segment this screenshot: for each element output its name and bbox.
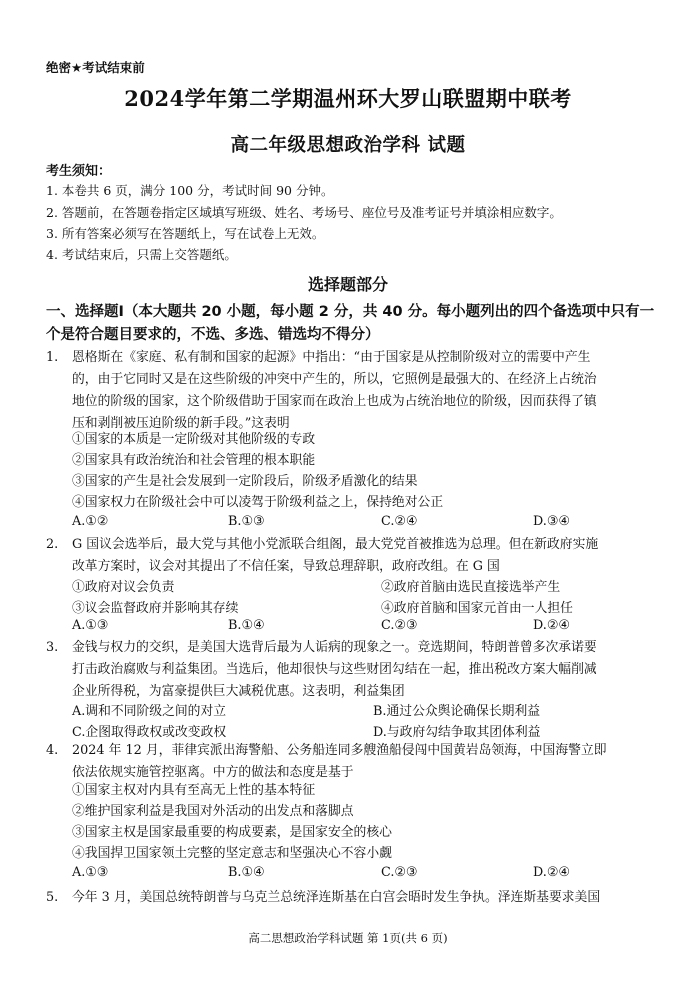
question-stem-line: 打击政治腐败与利益集团。当选后，他却很快与这些财团勾结在一起，推出税改方案大幅削减 <box>72 662 597 677</box>
question-stem-line: 2024 年 12 月，菲律宾派出海警船、公务船连同多艘渔船侵闯中国黄岩岛领海，中国海警立即 <box>72 743 607 758</box>
option-c: C.②③ <box>381 865 418 880</box>
question-number: 4. <box>46 743 59 758</box>
notice-heading: 考生须知： <box>46 164 112 179</box>
notice-item: 1. 本卷共 6 页，满分 100 分，考试时间 90 分钟。 <box>46 183 334 198</box>
notice-item: 3. 所有答案必须写在答题纸上，写在试卷上无效。 <box>46 226 325 241</box>
question-number: 1. <box>46 350 59 365</box>
statement-item: ②政府首脑由选民直接选举产生 <box>381 580 561 595</box>
statement-item: ①政府对议会负责 <box>72 580 175 595</box>
question-stem-line: 依法依规实施管控驱离。中方的做法和态度是基于 <box>72 765 354 780</box>
option-c: C.②③ <box>381 618 418 633</box>
option-d: D.②④ <box>533 865 570 880</box>
question-number: 2. <box>46 537 59 552</box>
question-number: 3. <box>46 640 59 655</box>
question-stem-line: 金钱与权力的交织，是美国大选背后最为人诟病的现象之一。竞选期间，特朗普曾多次承诺要 <box>72 640 597 655</box>
secret-label: 绝密★考试结束前 <box>46 60 145 75</box>
question-stem-line: 恩格斯在《家庭、私有制和国家的起源》中指出：“由于国家是从控制阶级对立的需要中产生 <box>72 350 591 365</box>
question-stem-line: 今年 3 月，美国总统特朗普与乌克兰总统泽连斯基在白宫会晤时发生争执。泽连斯基要求美国 <box>72 890 601 905</box>
section-title: 选择题部分 <box>307 275 388 294</box>
option-b: B.①③ <box>228 514 265 529</box>
statement-item: ③国家的产生是社会发展到一定阶段后，阶级矛盾激化的结果 <box>72 474 418 489</box>
question-stem-line: 企业所得税，为富豪提供巨大减税优惠。这表明，利益集团 <box>72 684 405 699</box>
option-a: A.①② <box>72 514 109 529</box>
option-b: B.通过公众舆论确保长期利益 <box>373 704 541 719</box>
question-stem-line: 改革方案时，议会对其提出了不信任案，导致总理辞职，政府改组。在 G 国 <box>72 559 500 574</box>
statement-item: ①国家的本质是一定阶级对其他阶级的专政 <box>72 432 316 447</box>
question-stem-line: G 国议会选举后，最大党与其他小党派联合组阁，最大党党首被推选为总理。但在新政府实施 <box>72 537 599 552</box>
question-stem-line: 的，由于它同时又是在这些阶级的冲突中产生的，所以，它照例是最强大的、在经济上占统治 <box>72 372 597 387</box>
question-stem-line: 地位的阶级的国家，这个阶级借助于国家而在政治上也成为占统治地位的阶级，因而获得了镇 <box>72 394 597 409</box>
exam-subtitle: 高二年级思想政治学科 试题 <box>230 135 466 156</box>
statement-item: ④政府首脑和国家元首由一人担任 <box>381 601 573 616</box>
option-d: D.与政府勾结争取其团体利益 <box>373 725 541 740</box>
option-d: D.②④ <box>533 618 570 633</box>
part-title: 一、选择题Ⅰ（本大题共 20 小题，每小题 2 分，共 40 分。每小题列出的四个备选项中只有一个是符合题目要求的，不选、多选、错选均不得分） <box>46 304 655 343</box>
statement-item: ③议会监督政府并影响其存续 <box>72 601 239 616</box>
question-stem-line: 压和剥削被压迫阶级的新手段。”这表明 <box>72 416 290 431</box>
statement-item: ①国家主权对内具有至高无上性的基本特征 <box>72 783 316 798</box>
option-a: A.①③ <box>72 618 109 633</box>
statement-item: ③国家主权是国家最重要的构成要素，是国家安全的核心 <box>72 825 392 840</box>
statement-item: ②国家具有政治统治和社会管理的根本职能 <box>72 453 316 468</box>
question-number: 5. <box>46 890 59 905</box>
option-c: C.企图取得政权或改变政权 <box>72 725 227 740</box>
statement-item: ④国家权力在阶级社会中可以凌驾于阶级利益之上，保持绝对公正 <box>72 495 444 510</box>
option-a: A.调和不同阶级之间的对立 <box>72 704 227 719</box>
option-b: B.①④ <box>228 865 265 880</box>
exam-title: 2024学年第二学期温州环大罗山联盟期中联考 <box>124 86 572 111</box>
option-c: C.②④ <box>381 514 418 529</box>
option-d: D.③④ <box>533 514 570 529</box>
option-a: A.①③ <box>72 865 109 880</box>
statement-item: ②维护国家利益是我国对外活动的出发点和落脚点 <box>72 804 354 819</box>
notice-item: 2. 答题前，在答题卷指定区域填写班级、姓名、考场号、座位号及准考证号并填涂相应数字。 <box>46 205 562 220</box>
notice-item: 4. 考试结束后，只需上交答题纸。 <box>46 247 237 262</box>
option-b: B.①④ <box>228 618 265 633</box>
page-footer: 高二思想政治学科试题 第 1页(共 6 页) <box>248 931 448 945</box>
statement-item: ④我国捍卫国家领土完整的坚定意志和坚强决心不容小觑 <box>72 846 392 861</box>
